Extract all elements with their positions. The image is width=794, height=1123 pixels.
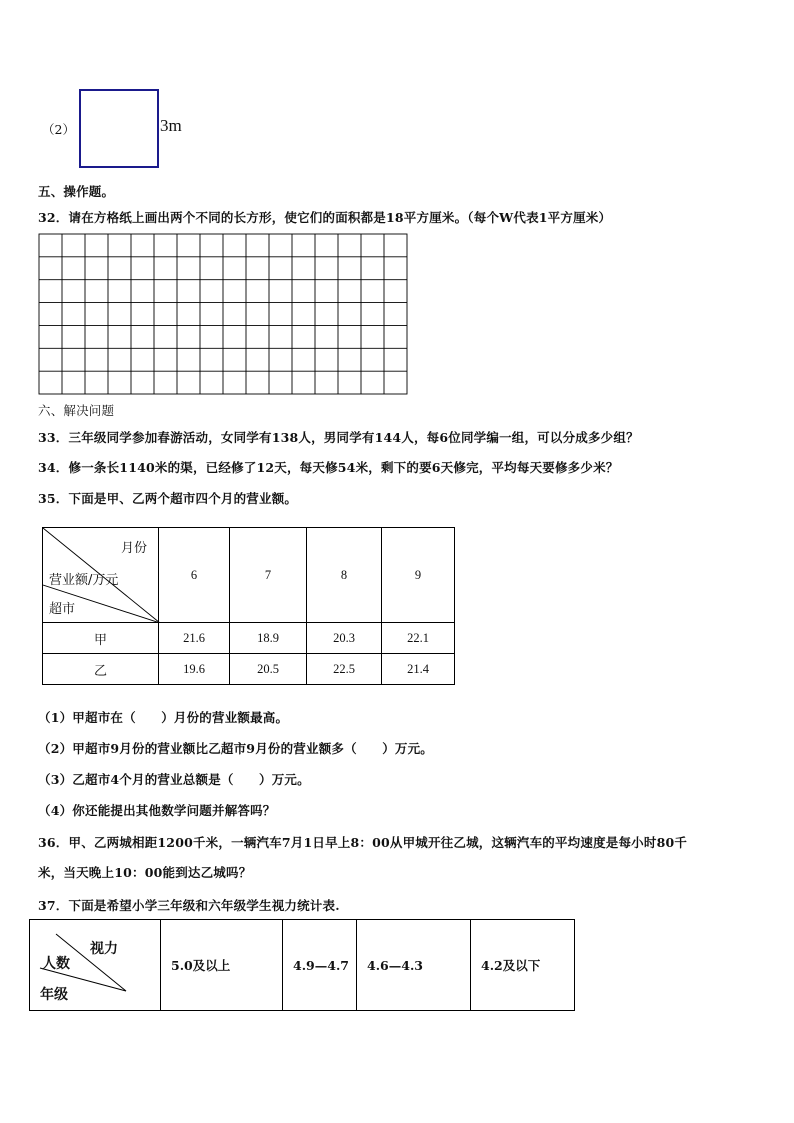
month-cell: 7	[230, 528, 307, 623]
section-5-title: 五、操作题。	[38, 184, 115, 199]
question-35-sub-3: （3）乙超市4个月的营业总额是（ ）万元。	[38, 772, 310, 787]
grid-vertical-lines	[62, 234, 384, 394]
vision-column: 4.6—4.3	[357, 920, 471, 1011]
grid-paper[interactable]	[38, 233, 410, 396]
question-36-line-2: 米，当天晚上10：00能到达乙城吗？	[38, 865, 252, 880]
revenue-value: 19.6	[159, 654, 230, 685]
square-figure	[79, 89, 159, 168]
table-row	[43, 654, 455, 685]
market-name: 甲	[43, 623, 159, 654]
vision-diagonal-header	[30, 920, 161, 1011]
revenue-value: 21.6	[159, 623, 230, 654]
question-35: 35．下面是甲、乙两个超市四个月的营业额。	[38, 491, 298, 506]
header-market: 超市	[49, 602, 76, 617]
question-37: 37．下面是希望小学三年级和六年级学生视力统计表.	[38, 898, 340, 913]
revenue-value: 20.5	[230, 654, 307, 685]
revenue-table	[42, 527, 455, 685]
section-6-title: 六、解决问题	[38, 403, 115, 418]
revenue-value: 21.4	[382, 654, 455, 685]
vision-table	[29, 919, 575, 1011]
month-cell: 8	[307, 528, 382, 623]
revenue-value: 22.1	[382, 623, 455, 654]
revenue-value: 20.3	[307, 623, 382, 654]
vision-column: 4.9—4.7	[283, 920, 357, 1011]
square-side-label: 3m	[160, 116, 182, 135]
header-grade: 年级	[40, 987, 68, 1003]
vision-column: 4.2及以下	[471, 920, 575, 1011]
header-month: 月份	[121, 541, 148, 556]
question-34: 34．修一条长1140米的渠，已经修了12天，每天修54米，剩下的要6天修完，平均每天要修多少米？	[38, 460, 619, 475]
question-32: 32．请在方格纸上画出两个不同的长方形，使它们的面积都是18平方厘米。（每个W代表1平方厘米）	[38, 210, 612, 225]
question-35-sub-1: （1）甲超市在（ ）月份的营业额最高。	[38, 710, 289, 725]
vision-column: 5.0及以上	[161, 920, 283, 1011]
diagonal-header-cell	[43, 528, 159, 623]
revenue-value: 18.9	[230, 623, 307, 654]
question-35-sub-2: （2）甲超市9月份的营业额比乙超市9月份的营业额多（ ）万元。	[38, 741, 433, 756]
revenue-value: 22.5	[307, 654, 382, 685]
question-36-line-1: 36．甲、乙两城相距1200千米，一辆汽车7月1日早上8：00从甲城开往乙城，这辆汽车的平均速度是每小时80千	[38, 835, 688, 850]
header-people: 人数	[42, 956, 70, 972]
question-35-sub-4: （4）你还能提出其他数学问题并解答吗？	[38, 803, 276, 818]
header-revenue: 营业额/万元	[49, 573, 119, 588]
header-vision: 视力	[90, 941, 118, 957]
market-name: 乙	[43, 654, 159, 685]
question-33: 33．三年级同学参加春游活动，女同学有138人，男同学有144人，每6位同学编一组，可以分成多少组？	[38, 430, 639, 445]
figure-2-label: （2）	[42, 122, 75, 137]
month-cell: 9	[382, 528, 455, 623]
month-cell: 6	[159, 528, 230, 623]
table-row	[43, 623, 455, 654]
